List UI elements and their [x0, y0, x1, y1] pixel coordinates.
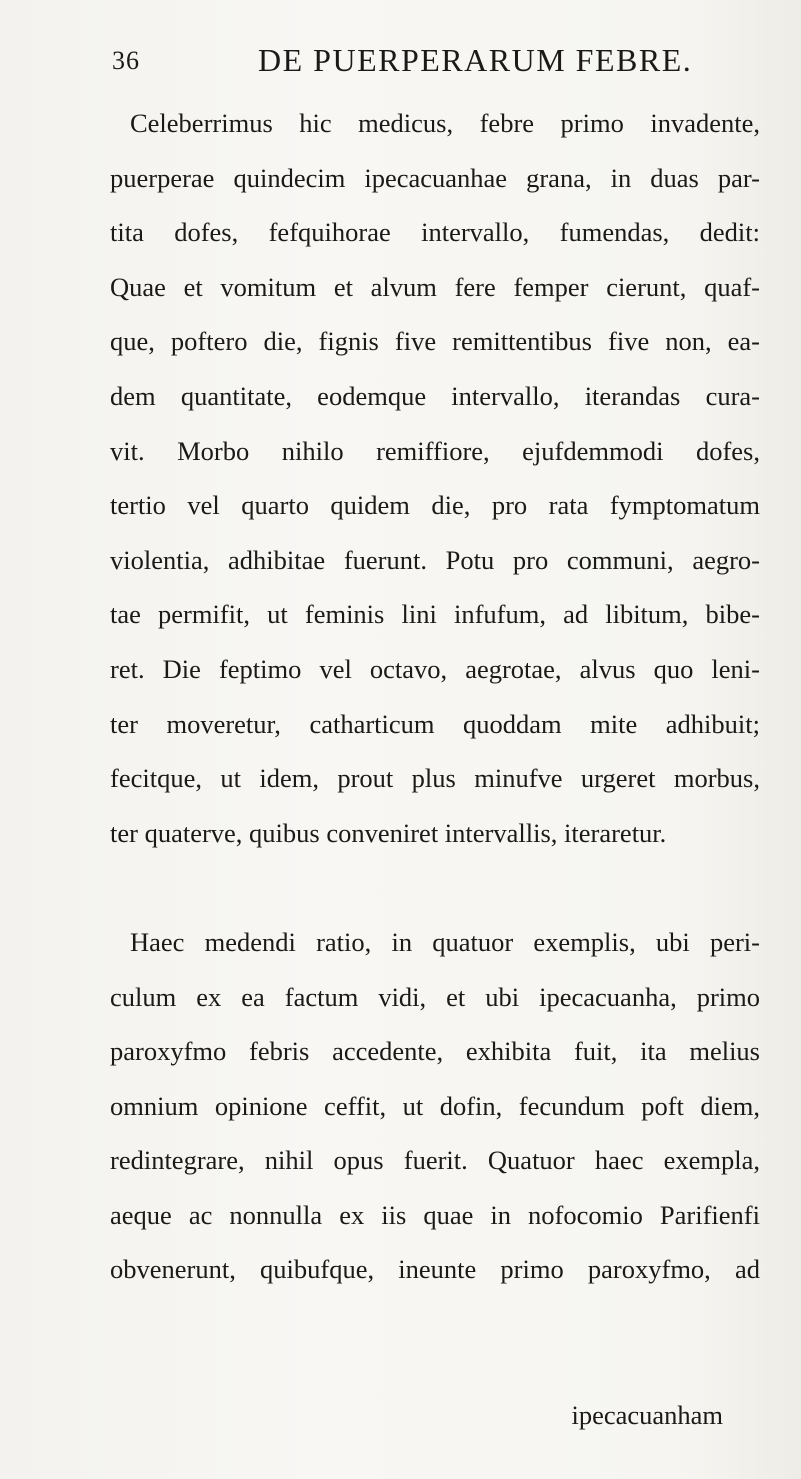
- text-line: redintegrare, nihil opus fuerit. Quatuor haec exempla,: [110, 1145, 760, 1176]
- text-line: dem quantitate, eodemque intervallo, iterandas cura-: [110, 380, 760, 411]
- catchword: ipecacuanham: [571, 1400, 723, 1430]
- page-number: 36: [112, 46, 140, 75]
- body-text: [110, 96, 760, 1297]
- text-line: omnium opinione ceffit, ut dofin, fecundum poft diem,: [110, 1090, 760, 1121]
- text-line: aeque ac nonnulla ex iis quae in nofocomio Parifienfi: [110, 1199, 760, 1230]
- text-line: obvenerunt, quibufque, ineunte primo paroxyfmo, ad: [110, 1254, 760, 1285]
- text-line: ter moveretur, catharticum quoddam mite adhibuit;: [110, 708, 760, 739]
- text-line: fecitque, ut idem, prout plus minufve urgeret morbus,: [110, 763, 760, 794]
- text-line: puerperae quindecim ipecacuanhae grana, in duas par-: [110, 162, 760, 193]
- paragraph: [110, 96, 760, 860]
- text-line: tae permifit, ut feminis lini infufum, ad libitum, bibe-: [110, 599, 760, 630]
- paragraph-gap: [110, 860, 760, 915]
- text-line: ter quaterve, quibus conveniret intervallis, iteraretur.: [110, 817, 667, 848]
- text-line: Celeberrimus hic medicus, febre primo invadente,: [130, 108, 760, 138]
- text-line: tita dofes, fefquihorae intervallo, fumendas, dedit:: [110, 217, 760, 248]
- text-line: paroxyfmo febris accedente, exhibita fuit, ita melius: [110, 1036, 760, 1067]
- text-line: que, poftero die, fignis five remittentibus five non, ea-: [110, 326, 760, 357]
- text-line: Haec medendi ratio, in quatuor exemplis, ubi peri-: [130, 926, 760, 957]
- text-line: violentia, adhibitae fuerunt. Potu pro communi, aegro-: [110, 544, 760, 575]
- text-line: vit. Morbo nihilo remiffiore, ejufdemmodi dofes,: [110, 435, 760, 466]
- running-head: DE PUERPERARUM FEBRE.: [258, 42, 693, 78]
- text-line: tertio vel quarto quidem die, pro rata fymptomatum: [110, 490, 760, 521]
- text-line: ret. Die feptimo vel octavo, aegrotae, alvus quo leni-: [110, 653, 760, 684]
- text-line: culum ex ea factum vidi, et ubi ipecacuanha, primo: [110, 981, 760, 1012]
- paragraph: [110, 915, 760, 1297]
- text-line: Quae et vomitum et alvum fere femper cierunt, quaf-: [110, 271, 760, 302]
- page-header: [112, 42, 752, 82]
